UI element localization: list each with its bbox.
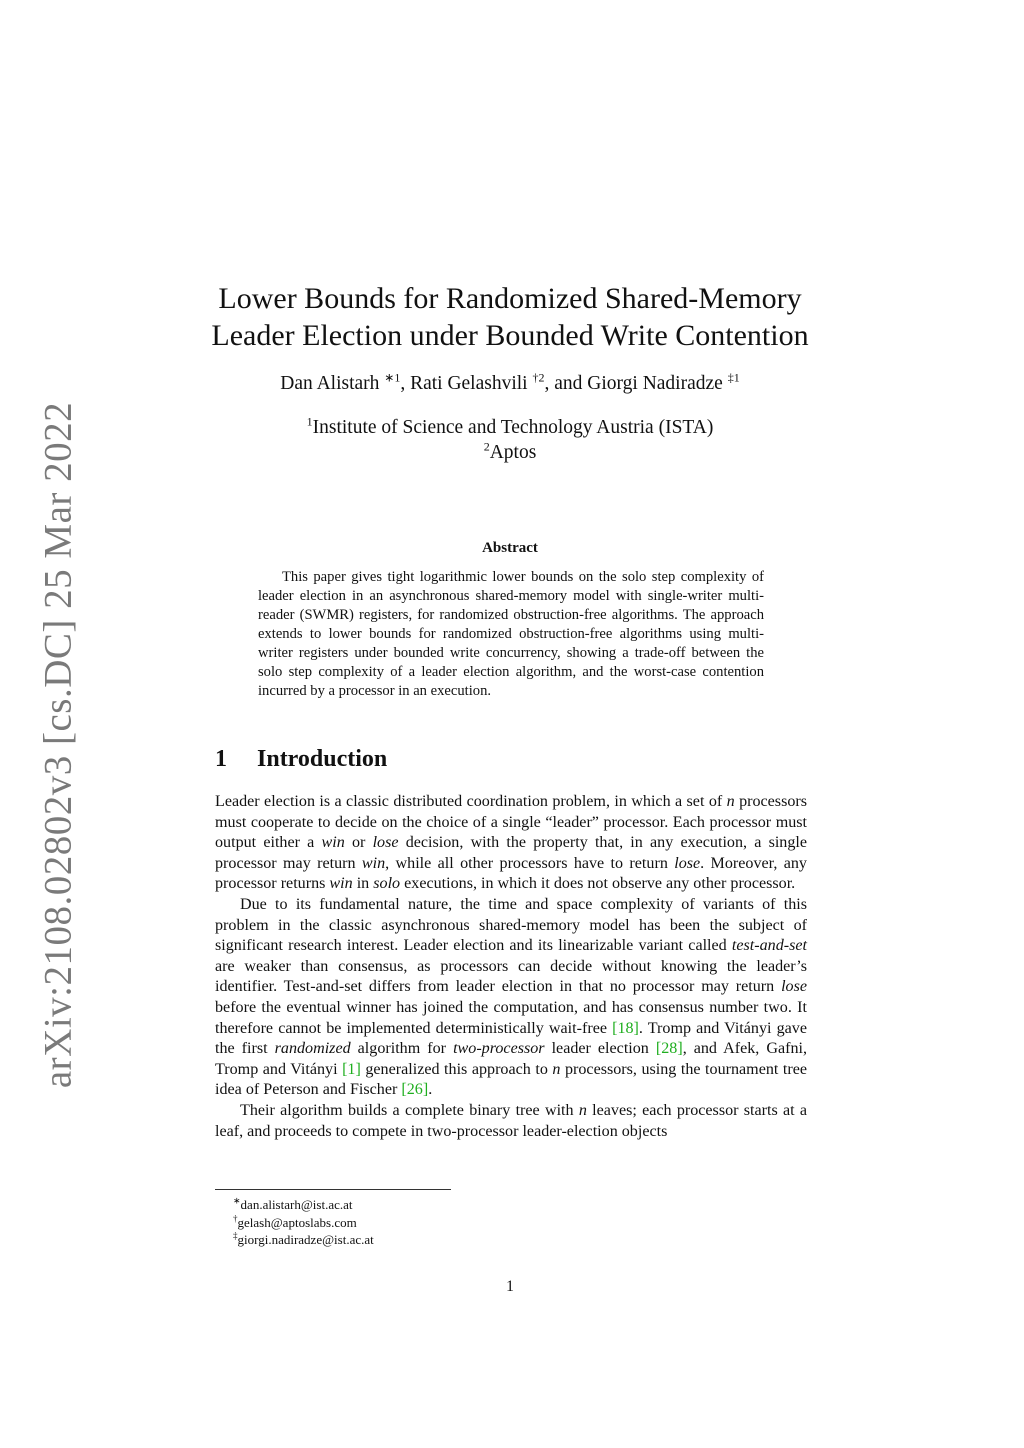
- text-run: or: [344, 834, 373, 852]
- italic-term: n: [578, 1101, 587, 1119]
- footnote-mark: †: [233, 1213, 238, 1224]
- abstract-text: This paper gives tight logarithmic lower bounds on the solo step complexity of leader election in an asynchronous shared-memory model with single-writer multi-reader (SWMR) registers, for randomized obstruction-free algorithms. The approach extends to lower bounds for randomized obstruction-free algorithms using multi-writer registers under bounded write concurrency, showing a trade-off between the solo step complexity of a leader election algorithm, and the worst-case contention incurred by a processor in an execution.: [258, 569, 764, 699]
- paragraph-1: [215, 792, 807, 895]
- text-run: generalized this approach to: [360, 1060, 553, 1078]
- affiliation-name: Institute of Science and Technology Austria (ISTA): [312, 417, 714, 438]
- italic-term: n: [726, 793, 735, 810]
- paragraph-2: [215, 895, 807, 1101]
- text-run: .: [428, 1081, 433, 1099]
- paragraph-3: [215, 1101, 807, 1142]
- author-mark: ∗1: [384, 370, 401, 385]
- italic-term: lose: [781, 978, 807, 996]
- text-run: processors must cooperate to decide on the choice of a single “leader” processor. Each processor must output either a: [215, 793, 808, 852]
- footnote-email[interactable]: giorgi.nadiradze@ist.ac.at: [237, 1232, 374, 1247]
- text-run: , and Afek, Gafni, Tromp and Vitányi: [215, 1040, 807, 1078]
- text-run: Their algorithm builds a complete binary tree with: [240, 1101, 579, 1119]
- footnote-mark: ∗: [233, 1195, 241, 1206]
- citation-link[interactable]: [1]: [342, 1060, 361, 1078]
- citation-link[interactable]: [18]: [612, 1019, 639, 1037]
- text-run: decision, with the property that, in any execution, a single processor may return: [215, 834, 808, 872]
- text-run: . Tromp and Vitányi gave the first: [215, 1019, 807, 1058]
- italic-term: randomized: [274, 1040, 351, 1058]
- title-line-2: Leader Election under Bounded Write Contention: [211, 319, 809, 352]
- section-title: Introduction: [257, 746, 388, 772]
- text-run: leaves; each processor starts at a leaf, and proceeds to compete in two-processor leader-election objects: [215, 1101, 807, 1140]
- arxiv-identifier-stamp: arXiv:2108.02802v3 [cs.DC] 25 Mar 2022: [36, 401, 80, 1089]
- affiliation-2: [200, 440, 820, 465]
- italic-term: win: [329, 875, 353, 893]
- footnote-mark: ‡: [233, 1230, 238, 1241]
- citation-link[interactable]: [28]: [655, 1040, 683, 1058]
- author-list: [200, 370, 820, 395]
- footnote-rule: [215, 1189, 451, 1190]
- italic-term: n: [552, 1060, 561, 1078]
- affiliation-number: 1: [306, 414, 313, 429]
- footnotes: [233, 1196, 374, 1249]
- author-mark: †2: [532, 370, 545, 385]
- text-run: in: [352, 875, 374, 893]
- paper-title: [200, 280, 820, 354]
- footnote-email[interactable]: gelash@aptoslabs.com: [237, 1214, 357, 1230]
- author-mark: ‡1: [727, 370, 740, 385]
- author-name: Rati Gelashvili: [410, 373, 528, 394]
- author-name: Dan Alistarh: [280, 373, 380, 394]
- italic-term: two-processor: [453, 1040, 545, 1058]
- text-run: , while all other processors have to return: [385, 854, 675, 872]
- text-run: algorithm for: [350, 1040, 454, 1058]
- italic-term: win: [321, 834, 345, 852]
- affiliations: [200, 415, 820, 465]
- affiliation-1: [200, 415, 820, 440]
- italic-term: win: [361, 854, 386, 872]
- text-run: leader election: [544, 1040, 656, 1058]
- italic-term: lose: [674, 854, 701, 872]
- title-line-1: Lower Bounds for Randomized Shared-Memory: [218, 282, 802, 315]
- footnote-2: [233, 1214, 374, 1232]
- text-run: Leader election is a classic distributed coordination problem, in which a set of: [215, 793, 727, 810]
- text-run: are weaker than consensus, as processors can decide without knowing the leader’s identifier. Test-and-set differs from leader election in that no processor may return: [215, 957, 807, 996]
- italic-term: test-and-set: [731, 937, 807, 955]
- text-run: before the eventual winner has joined the computation, and has consensus number two. It therefore cannot be implemented deterministically wait-free: [215, 998, 807, 1037]
- section-heading: [215, 746, 387, 773]
- affiliation-name: Aptos: [489, 442, 537, 463]
- italic-term: lose: [372, 834, 399, 852]
- author-name: Giorgi Nadiradze: [587, 373, 723, 394]
- abstract-heading: Abstract: [482, 540, 538, 556]
- footnote-3: [233, 1231, 374, 1249]
- body-text: [215, 792, 807, 1142]
- section-number: 1: [215, 746, 227, 772]
- page-number: 1: [506, 1278, 514, 1295]
- footnote-1: [233, 1196, 374, 1214]
- affiliation-number: 2: [483, 439, 490, 454]
- text-run: executions, in which it does not observe any other processor.: [400, 875, 796, 893]
- citation-link[interactable]: [26]: [401, 1081, 429, 1099]
- text-run: processors, using the tournament tree idea of Peterson and Fischer: [215, 1060, 808, 1099]
- author-separator: ,: [400, 373, 411, 394]
- text-run: . Moreover, any processor returns: [215, 854, 807, 893]
- italic-term: solo: [373, 875, 401, 893]
- footnote-email[interactable]: dan.alistarh@ist.ac.at: [240, 1197, 353, 1212]
- author-separator: , and: [544, 373, 588, 394]
- text-run: Due to its fundamental nature, the time and space complexity of variants of this problem in the classic asynchronous shared-memory model has been the subject of significant research interest. Leader election and its linearizable variant called: [215, 895, 807, 955]
